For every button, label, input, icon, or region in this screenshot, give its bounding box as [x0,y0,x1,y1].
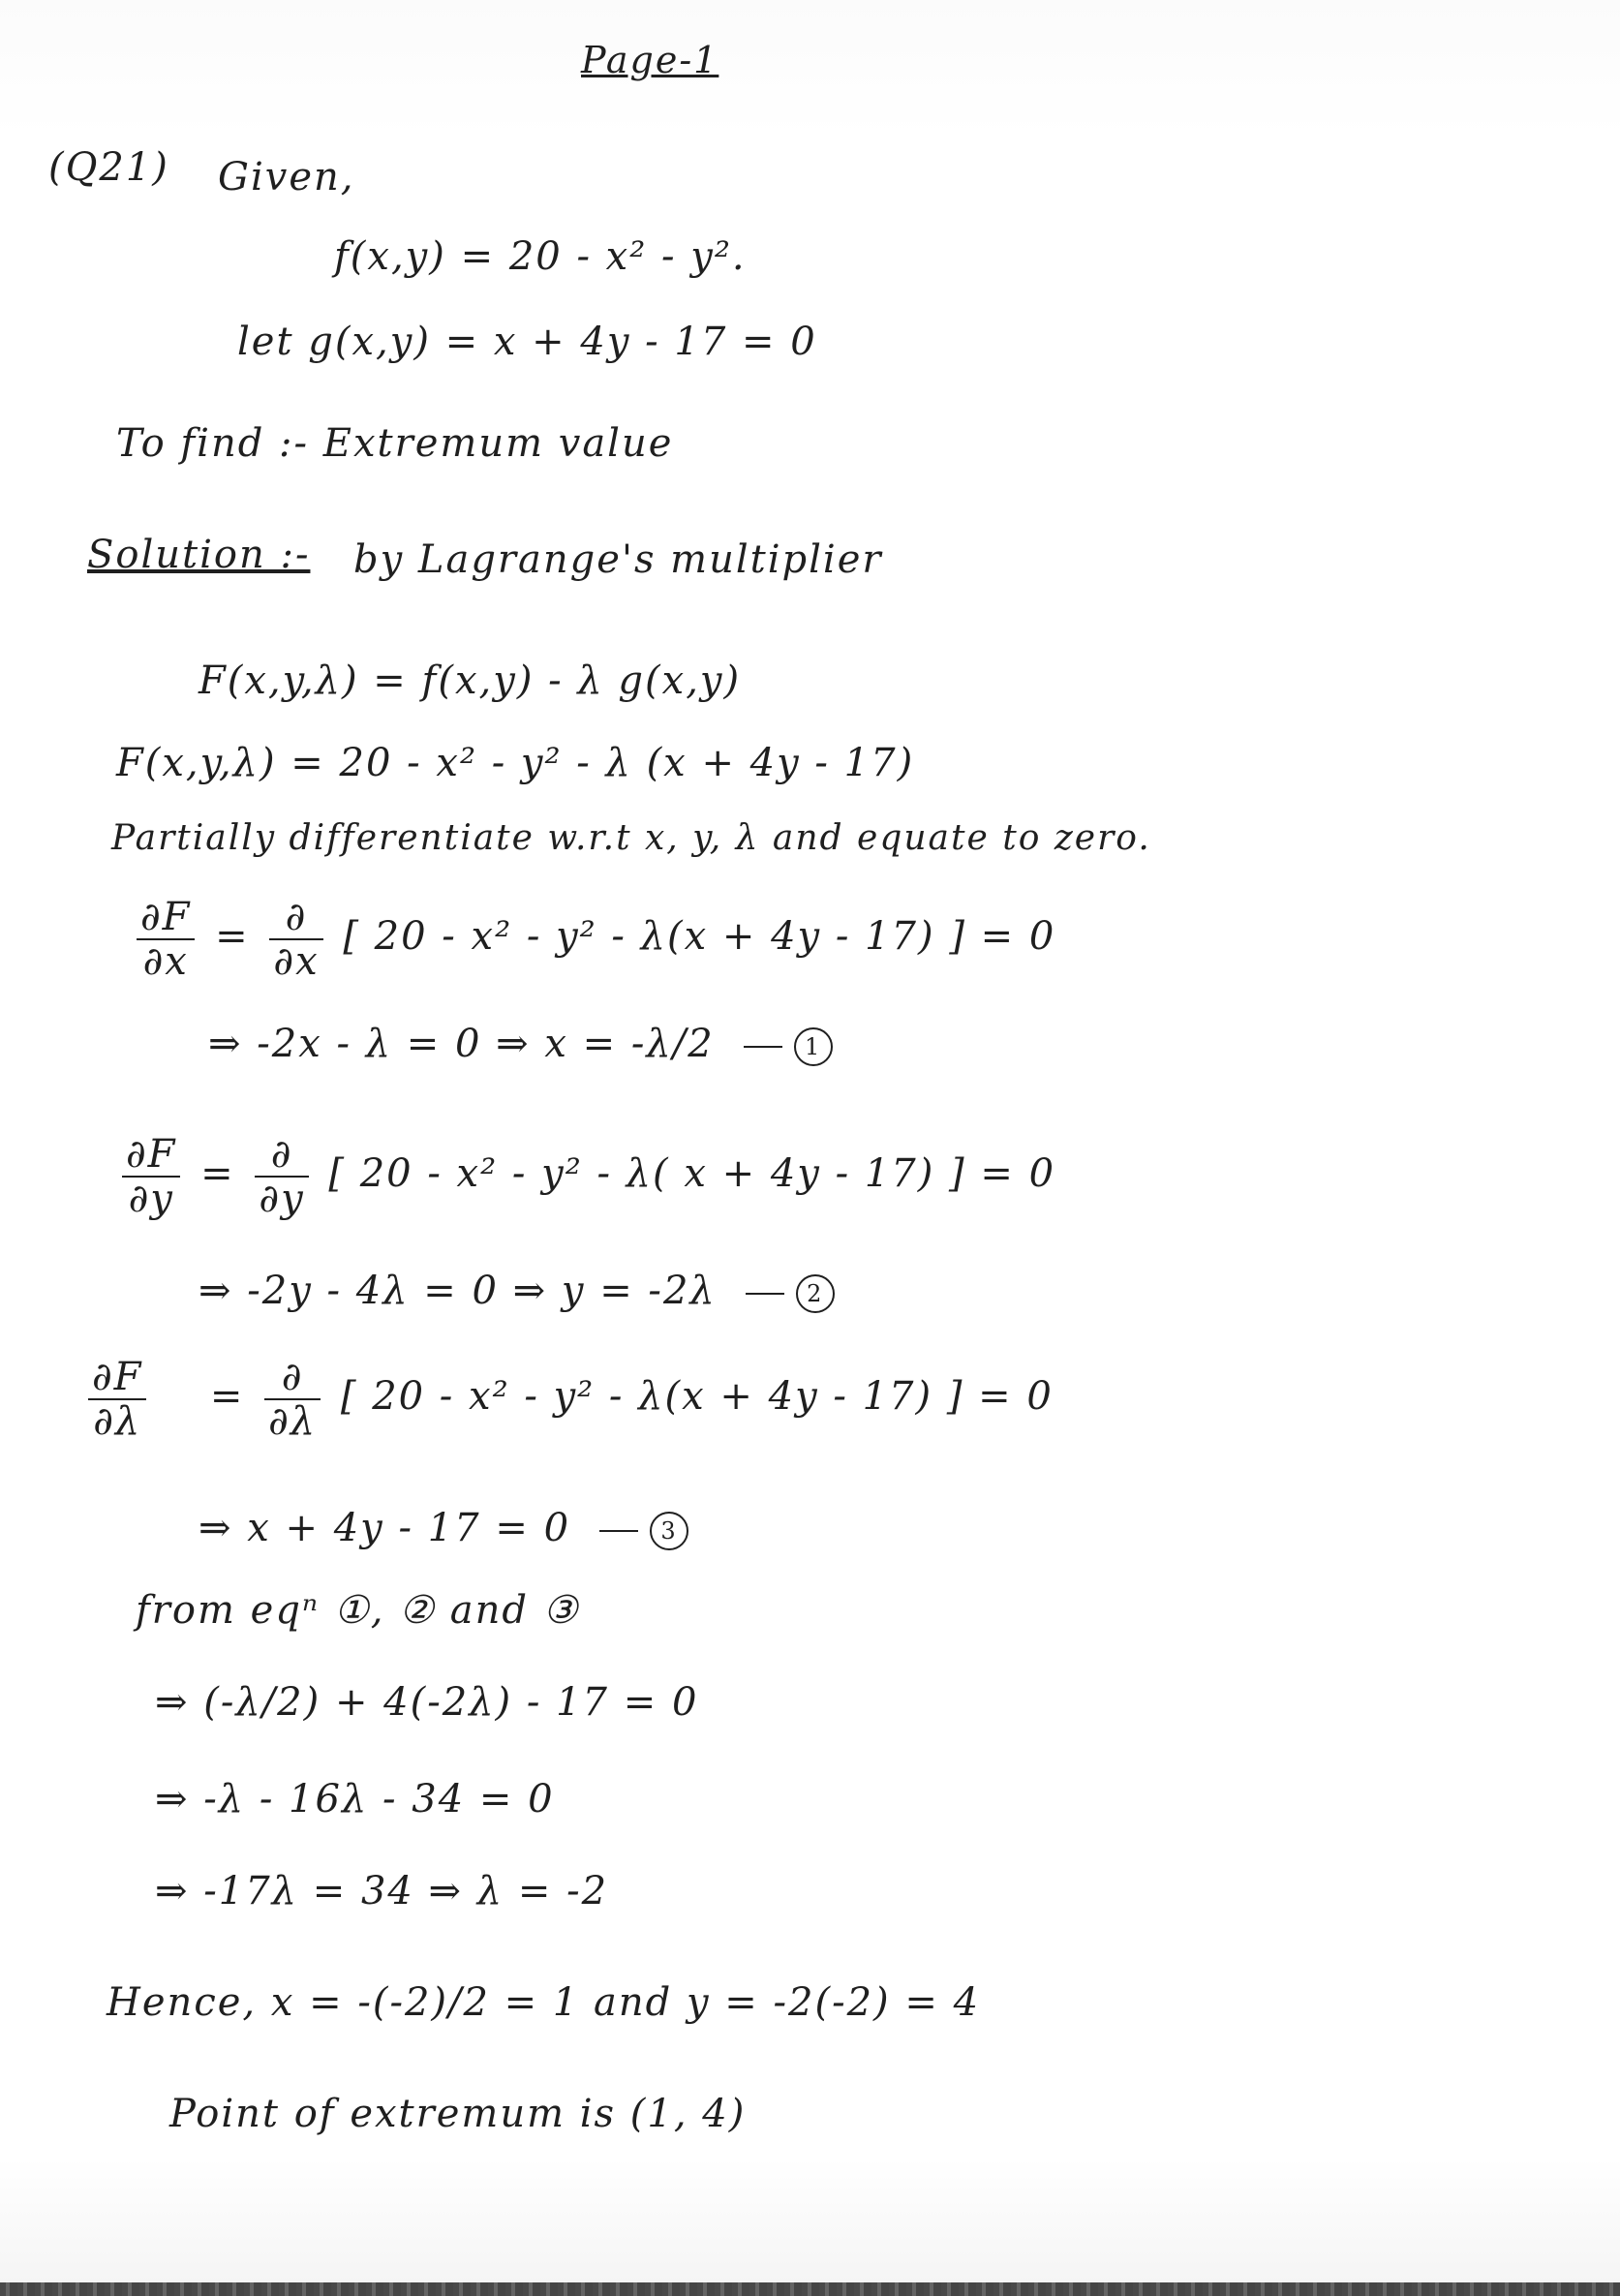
partial-lambda-result: ⇒ x + 4y - 17 = 0 3 [199,1506,688,1550]
partial-lambda-expression: [ 20 - x² - y² - λ(x + 4y - 17) ] = 0 [340,1374,1054,1419]
hence-line: Hence, x = -(-2)/2 = 1 and y = -2(-2) = 4 [107,1980,981,2025]
equation-number-2: 2 [796,1274,835,1313]
from-equations-line: from eqⁿ ①, ② and ③ [136,1588,580,1633]
instruction-line: Partially differentiate w.r.t x, y, λ and equate to zero. [111,818,1151,858]
substitution-step-1: ⇒ (-λ/2) + 4(-2λ) - 17 = 0 [155,1680,699,1725]
solution-method: by Lagrange's multiplier [353,537,883,582]
conclusion-line: Point of extremum is (1, 4) [169,2092,747,2136]
partial-x-operator: $\frac{\partial}{\partial x}$ [269,896,322,983]
equation-number-1: 1 [794,1027,833,1066]
substitution-step-2: ⇒ -λ - 16λ - 34 = 0 [155,1777,555,1821]
question-label: (Q21) [48,145,169,190]
partial-lambda-operator: $\frac{\partial}{\partial\lambda}$ [264,1356,321,1443]
partial-x-result: ⇒ -2x - λ = 0 ⇒ x = -λ/2 1 [208,1022,833,1066]
to-find-line: To find :- Extremum value [116,421,674,466]
partial-lambda-equation: $\frac{\partial F}{\partial\lambda}$ = $\frac{\partial}{\partial\lambda}$ [ 20 - x² - y² - λ(x + 4y - 17) ] = 0 [82,1356,1054,1443]
solution-label [87,533,310,577]
equation-number-3: 3 [650,1512,688,1550]
lagrangian-definition: F(x,y,λ) = f(x,y) - λ g(x,y) [199,658,742,703]
partial-y-equation: $\frac{\partial F}{\partial y}$ = $\frac{\partial}{\partial y}$ [ 20 - x² - y² - λ( x + 4y - 17) ] = 0 [116,1133,1055,1220]
page-bottom-edge [0,2282,1620,2296]
solution-label-text: Solution :- [87,533,311,577]
substitution-step-3: ⇒ -17λ = 34 ⇒ λ = -2 [155,1869,609,1913]
partial-x-expression: [ 20 - x² - y² - λ(x + 4y - 17) ] = 0 [343,914,1056,959]
function-definition: f(x,y) = 20 - x² - y². [334,234,747,279]
constraint-definition: let g(x,y) = x + 4y - 17 = 0 [237,320,817,364]
given-label: Given, [218,155,355,199]
partial-lambda-lhs: $\frac{\partial F}{\partial\lambda}$ [88,1356,146,1443]
lagrangian-expanded: F(x,y,λ) = 20 - x² - y² - λ (x + 4y - 17) [116,741,915,785]
page-label: Page-1 [581,39,719,81]
partial-y-expression: [ 20 - x² - y² - λ( x + 4y - 17) ] = 0 [328,1151,1056,1196]
partial-y-operator: $\frac{\partial}{\partial y}$ [255,1133,308,1220]
partial-y-result: ⇒ -2y - 4λ = 0 ⇒ y = -2λ 2 [199,1269,835,1313]
partial-y-lhs: $\frac{\partial F}{\partial y}$ [122,1133,180,1220]
partial-x-lhs: $\frac{\partial F}{\partial x}$ [137,896,195,983]
partial-x-equation: $\frac{\partial F}{\partial x}$ = $\frac{\partial}{\partial x}$ [ 20 - x² - y² - λ(x + 4y - 17) ] = 0 [131,896,1055,983]
